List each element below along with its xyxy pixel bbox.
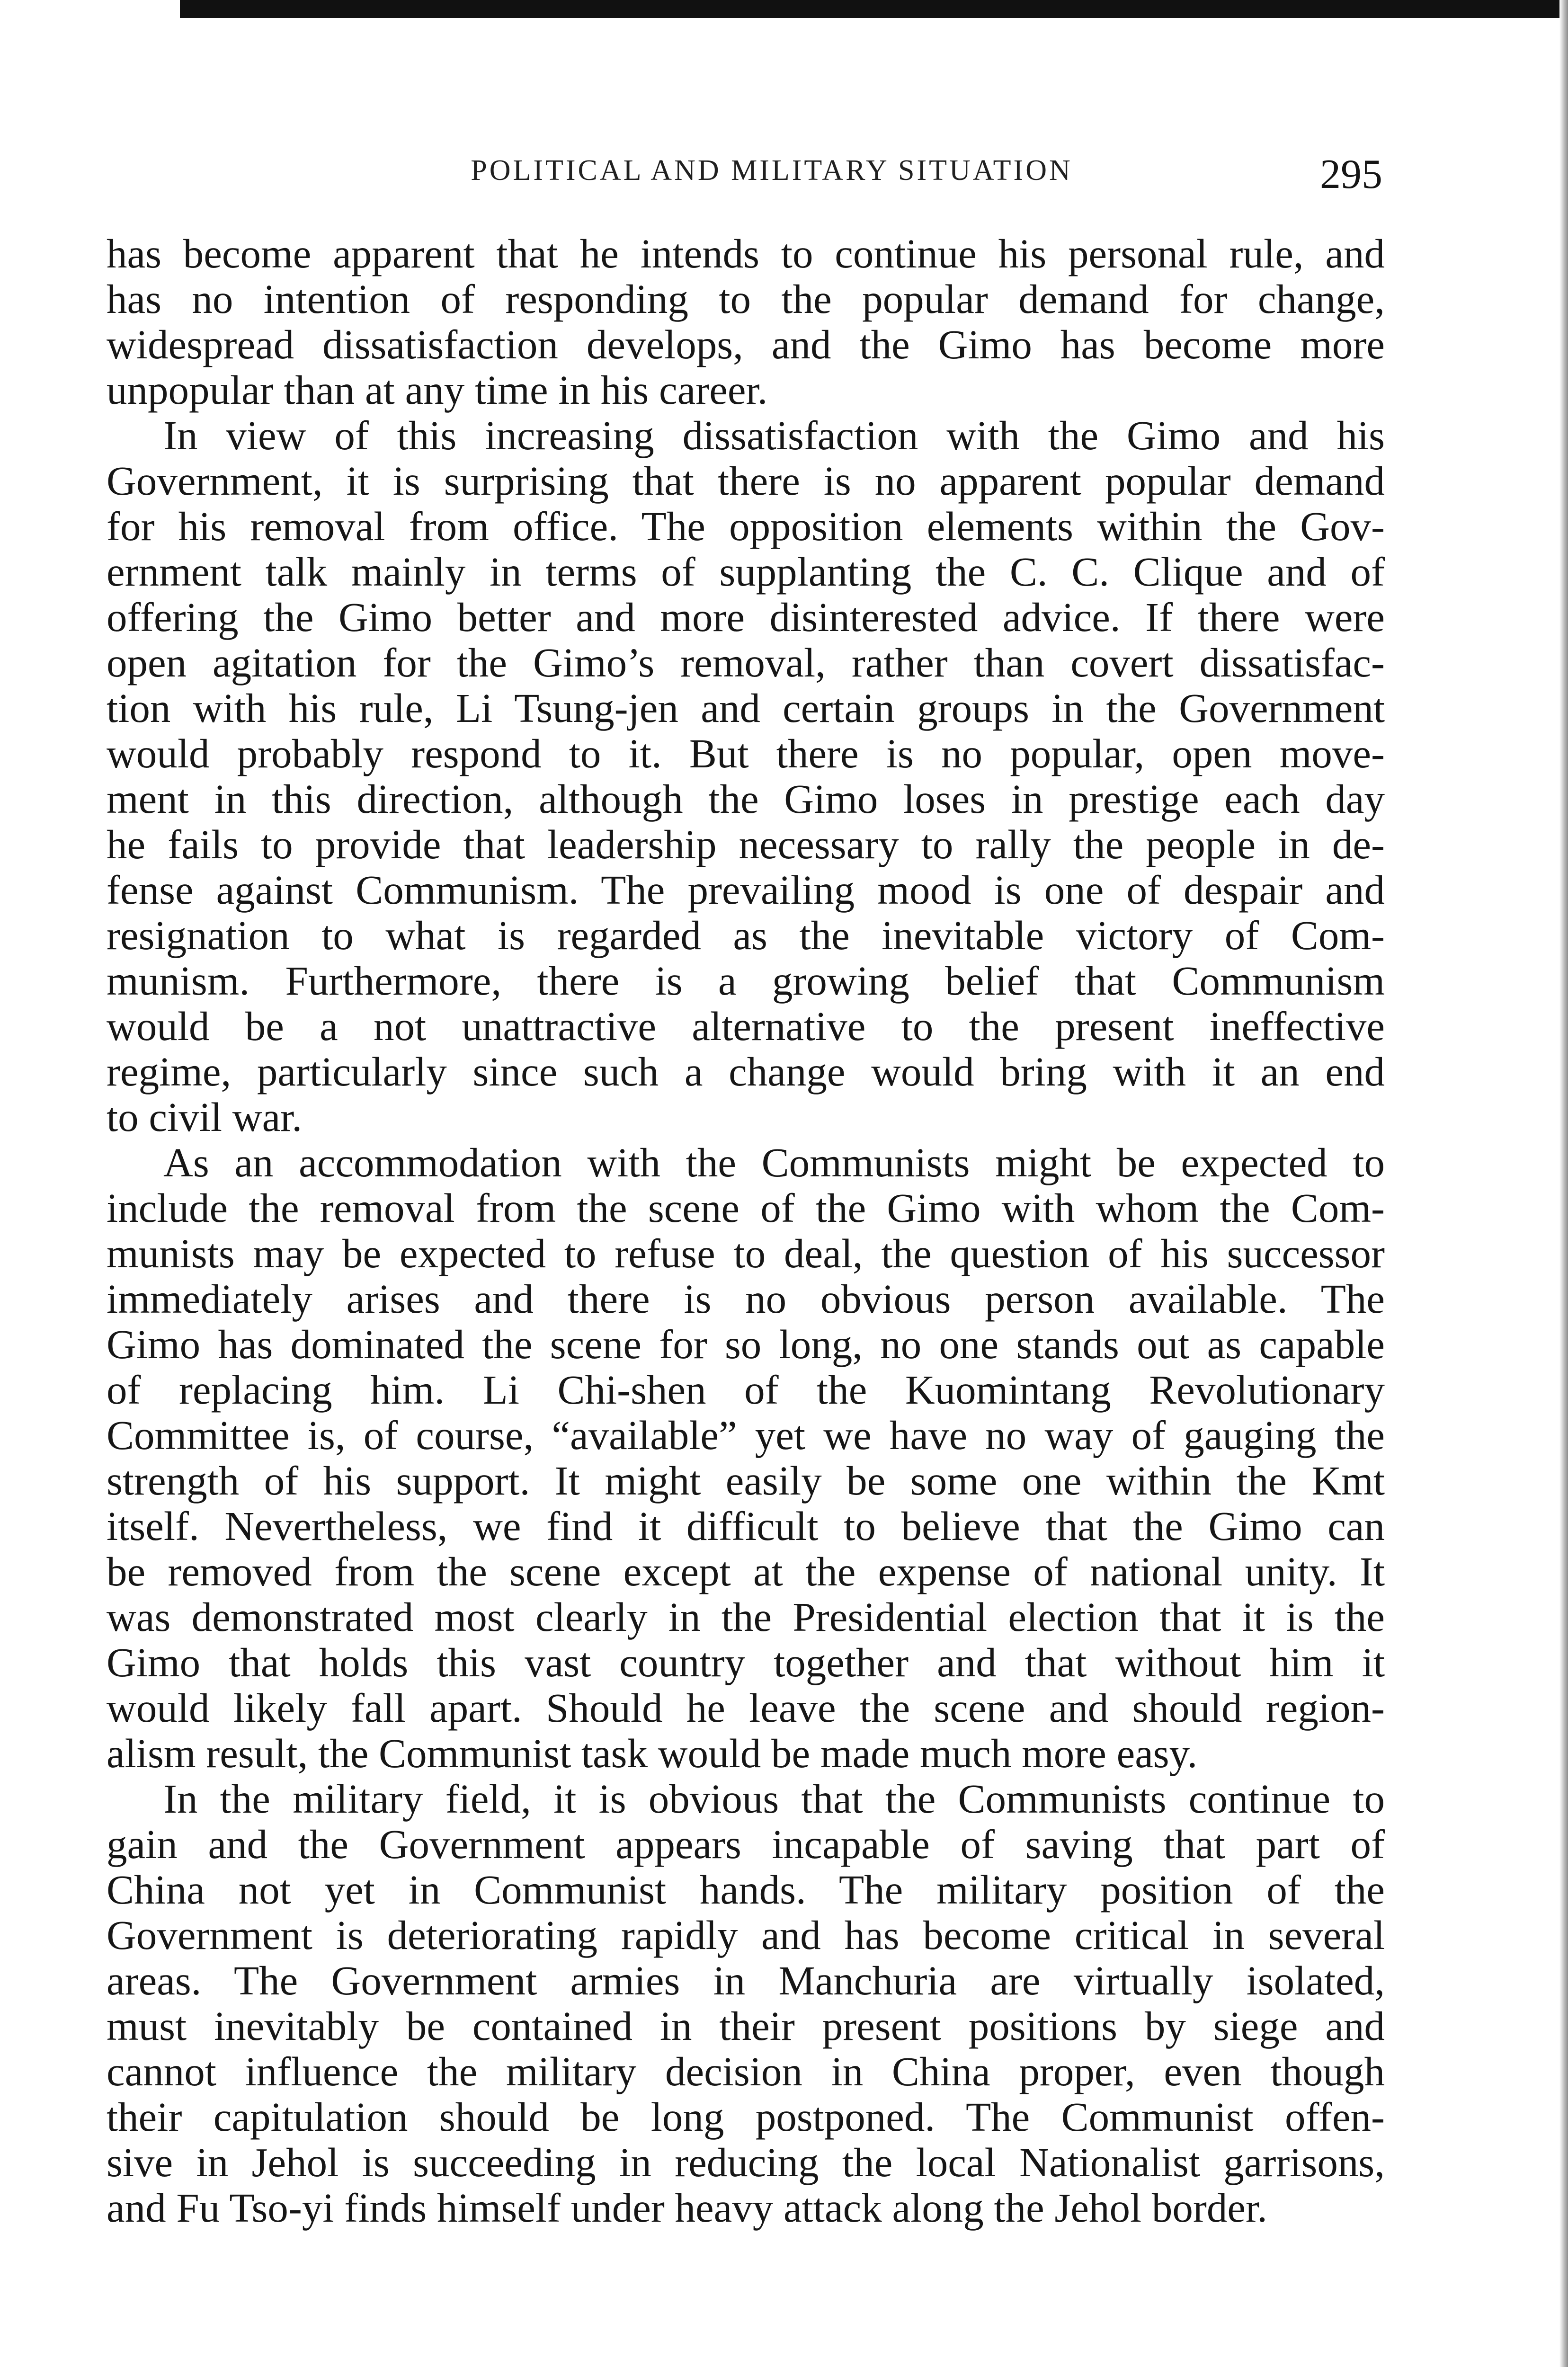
text-line: would be a not unattractive alternative to the present ineffective [107, 1003, 1385, 1049]
text-line: Committee is, of course, “available” yet we have no way of gauging the [107, 1412, 1385, 1458]
text-line: has become apparent that he intends to continue his personal rule, and [107, 231, 1385, 276]
text-line: was demonstrated most clearly in the Presidential election that it is the [107, 1594, 1385, 1640]
text-line: of replacing him. Li Chi-shen of the Kuomintang Revolutionary [107, 1367, 1385, 1413]
paragraph-1 [107, 231, 1385, 413]
paragraph-3 [107, 1140, 1385, 1776]
text-line: In view of this increasing dissatisfaction with the Gimo and his [163, 412, 1385, 458]
text-line: resignation to what is regarded as the inevitable victory of Com- [107, 912, 1385, 958]
text-line: would likely fall apart. Should he leave the scene and should region- [107, 1685, 1385, 1731]
paragraph-4 [107, 1776, 1385, 2231]
text-line: be removed from the scene except at the expense of national unity. It [107, 1548, 1385, 1594]
text-line: to civil war. [107, 1094, 303, 1140]
text-line: tion with his rule, Li Tsung-jen and certain groups in the Government [107, 685, 1385, 731]
text-line: strength of his support. It might easily be some one within the Kmt [107, 1458, 1385, 1504]
text-line: fense against Communism. The prevailing mood is one of despair and [107, 867, 1385, 913]
text-line: and Fu Tso-yi finds himself under heavy attack along the Jehol border. [107, 2185, 1267, 2231]
text-line: sive in Jehol is succeeding in reducing the local Nationalist garrisons, [107, 2139, 1385, 2185]
text-line: would probably respond to it. But there is no popular, open move- [107, 730, 1385, 776]
text-line: As an accommodation with the Communists might be expected to [163, 1139, 1385, 1185]
text-line: alism result, the Communist task would be made much more easy. [107, 1730, 1198, 1776]
text-line: Gimo has dominated the scene for so long, no one stands out as capable [107, 1321, 1385, 1367]
text-line: widespread dissatisfaction develops, and the Gimo has become more [107, 321, 1385, 367]
text-line: areas. The Government armies in Manchuria are virtually isolated, [107, 1958, 1385, 2003]
text-line: regime, particularly since such a change would bring with it an end [107, 1049, 1385, 1095]
running-head: POLITICAL AND MILITARY SITUATION [471, 154, 1073, 187]
text-line: their capitulation should be long postponed. The Communist offen- [107, 2094, 1385, 2140]
text-line: ment in this direction, although the Gimo loses in prestige each day [107, 776, 1385, 822]
text-line: gain and the Government appears incapable of saving that part of [107, 1821, 1385, 1867]
body-text [107, 231, 1385, 2231]
text-line: open agitation for the Gimo’s removal, rather than covert dissatisfac- [107, 640, 1385, 685]
text-line: munism. Furthermore, there is a growing belief that Communism [107, 958, 1385, 1004]
text-line: Gimo that holds this vast country together and that without him it [107, 1639, 1385, 1685]
page-number: 295 [1320, 151, 1382, 197]
text-line: must inevitably be contained in their present positions by siege and [107, 2003, 1385, 2049]
text-line: has no intention of responding to the popular demand for change, [107, 276, 1385, 322]
text-line: munists may be expected to refuse to deal, the question of his successor [107, 1230, 1385, 1276]
text-line: include the removal from the scene of the Gimo with whom the Com- [107, 1185, 1385, 1231]
paragraph-2 [107, 413, 1385, 1140]
text-line: Government, it is surprising that there is no apparent popular demand [107, 458, 1385, 504]
text-line: China not yet in Communist hands. The military position of the [107, 1867, 1385, 1913]
text-line: cannot influence the military decision in China proper, even though [107, 2048, 1385, 2094]
text-line: unpopular than at any time in his career. [107, 367, 768, 413]
text-line: immediately arises and there is no obvious person available. The [107, 1276, 1385, 1322]
text-line: offering the Gimo better and more disinterested advice. If there were [107, 594, 1385, 640]
scan-top-border [180, 0, 1568, 18]
text-line: ernment talk mainly in terms of supplanting the C. C. Clique and of [107, 549, 1385, 595]
text-line: Government is deteriorating rapidly and has become critical in several [107, 1912, 1385, 1958]
text-line: he fails to provide that leadership necessary to rally the people in de- [107, 821, 1385, 867]
text-line: itself. Nevertheless, we find it difficult to believe that the Gimo can [107, 1503, 1385, 1549]
scan-right-edge [1559, 0, 1568, 2367]
text-line: for his removal from office. The opposition elements within the Gov- [107, 503, 1385, 549]
text-line: In the military field, it is obvious that the Communists continue to [163, 1776, 1385, 1822]
